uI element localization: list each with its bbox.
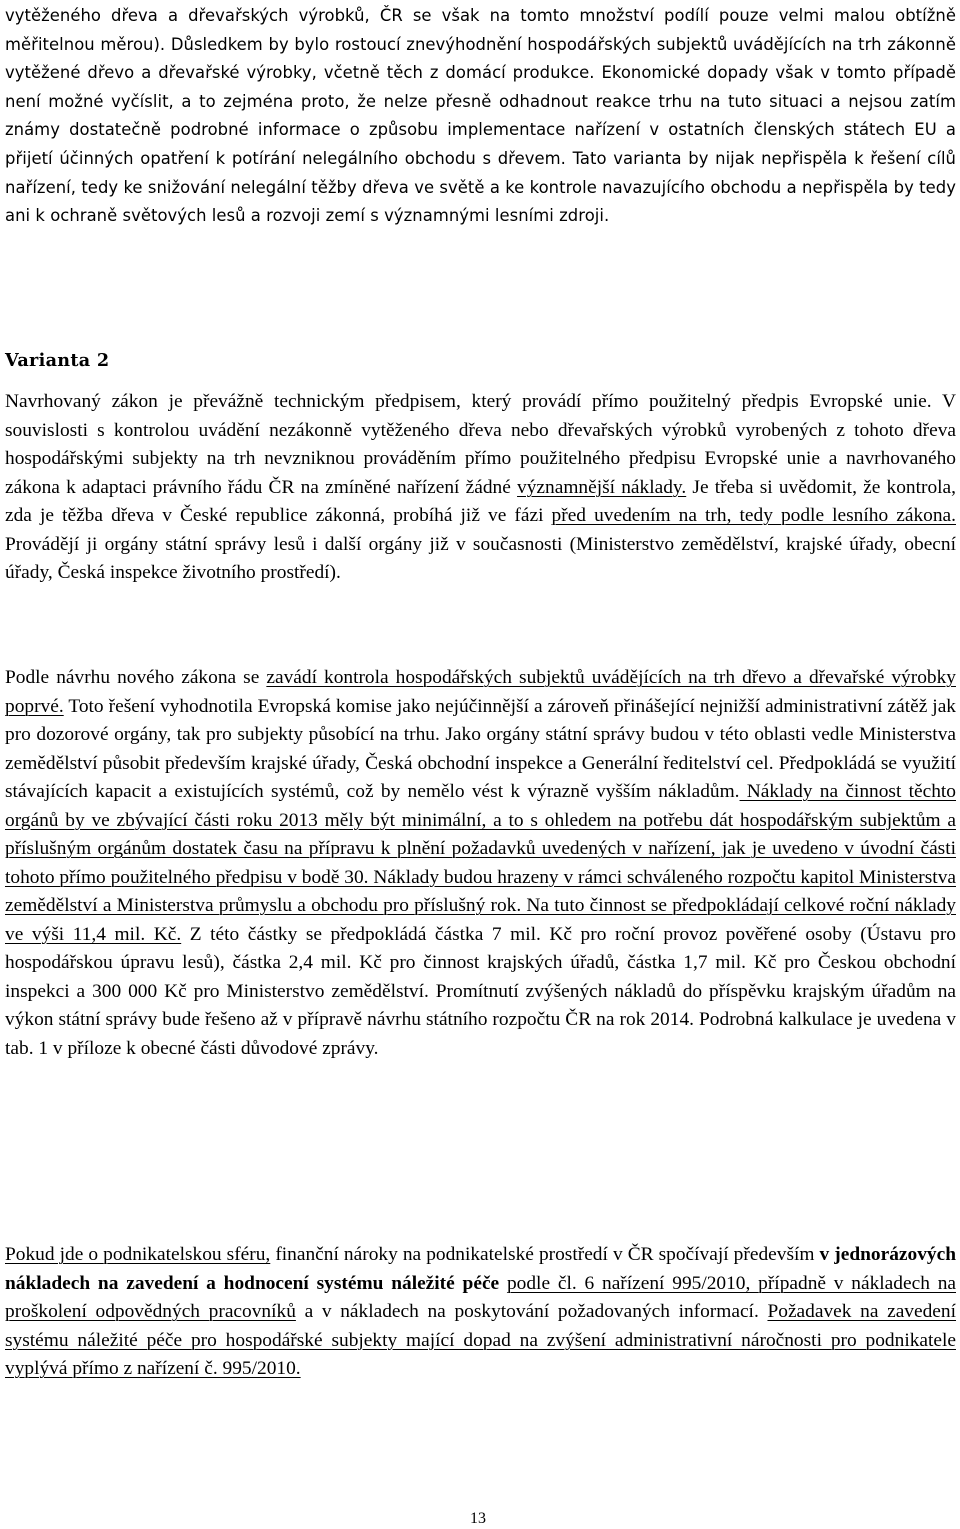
underlined-segment: Požadavek na zavedení systému náležité péče pro hospodářské subjekty mající dopad na zvýšení administrativní náročnosti pro podnikatele vyplývá přímo z nařízení č. 995/2010. [5, 1301, 956, 1379]
text-segment: Podle návrhu nového zákona se [5, 667, 267, 688]
text-segment: Z této částky se předpokládá částka 7 mil. Kč pro roční provoz pověřené osoby (Ústavu pro hospodářskou úpravu lesů), částka 2,4 mil. Kč pro činnost krajských úřadů, částka 1,7 mil. Kč pro Českou obchodní inspekci a 300 000 Kč pro Ministerstvo zemědělství. Promítnutí zvýšených nákladů do příspěvku krajským úřadům na výkon státní správy bude řešeno až v přípravě návrhu státního rozpočtu ČR na rok 2014. Podrobná kalkulace je uvedena v tab. 1 v příloze k obecné části důvodové zprávy. [5, 923, 956, 1059]
text-segment: Je třeba si uvědomit, že kontrola, zda je těžba dřeva v České republice zákonná, probíhá již ve fázi [5, 476, 956, 526]
section-heading-varianta-2: Varianta 2 [5, 350, 110, 371]
text-segment: a v nákladech na poskytování požadovaných informací. [295, 1301, 768, 1322]
text-segment: Navrhovaný zákon je převážně technickým předpisem, který provádí přímo použitelný předpis Evropské unie. V souvislosti s kontrolou uvádění nezákonně vytěženého dřeva nebo dřevařských výrobků vyrobených z tohoto dřeva hospodářskými subjekty na trh nevzniknou prováděním přímo použitelného předpisu Evropské unie a navrhovaného zákona k adaptaci právního řádu ČR na zmíněné nařízení žádné [5, 391, 956, 498]
paragraph-new-law-costs [5, 664, 956, 1063]
text-segment: Provádějí ji orgány státní správy lesů i další orgány již v současnosti (Ministerstvo zemědělství, krajské úřady, obecní úřady, Česká inspekce životního prostředí). [5, 533, 956, 583]
underlined-segment: před uvedením na trh, tedy podle lesního zákona. [551, 505, 956, 526]
text-segment: finanční nároky na podnikatelské prostředí v ČR spočívají především [270, 1244, 820, 1265]
text-segment: Toto řešení vyhodnotila Evropská komise jako nejúčinnější a zároveň přinášející nejnižší administrativní zátěž jak pro dozorové orgány, tak pro subjekty působící na trhu. Jako orgány státní správy budou v této oblasti vedle Ministerstva zemědělství působit především krajské úřady, Česká obchodní inspekce a Generální ředitelství cel. Předpokládá se využití stávajících kapacit a existujících systémů, což by nemělo vést k výrazně vyšším nákladům. [5, 695, 956, 802]
text-segment [499, 1273, 507, 1294]
underlined-segment: podle čl. 6 nařízení 995/2010, případně v nákladech na proškolení odpovědných pracovníků [5, 1272, 956, 1322]
underlined-segment: zavádí kontrola hospodářských subjektů uvádějících na trh dřevo a dřevařské výrobky poprvé. [5, 667, 956, 717]
underlined-segment: Pokud jde o podnikatelskou sféru, [5, 1244, 271, 1265]
bold-segment: v jednorázových nákladech na zavedení a hodnocení systému náležité péče [5, 1244, 956, 1294]
paragraph-business-sphere [5, 1241, 956, 1384]
paragraph-variant2-text [5, 388, 956, 588]
underlined-segment: významnější náklady. [517, 476, 687, 498]
underlined-segment: Náklady na činnost těchto orgánů by ve zbývající části roku 2013 měly být minimální, a to s ohledem na potřebu dát hospodářským subjektům a příslušným orgánům dostatek času na přípravu k plnění požadavků uvedených v nařízení, jak je uvedeno v úvodní části tohoto přímo použitelného předpisu v bodě 30. Náklady budou hrazeny v rámci schváleného rozpočtu kapitol Ministerstva zemědělství a Ministerstva průmyslu a obchodu pro příslušný rok. Na tuto činnost se předpokládají celkové roční náklady ve výši 11,4 mil. Kč. [5, 781, 956, 945]
paragraph-variant1-text: vytěženého dřeva a dřevařských výrobků, ČR se však na tomto množství podílí pouze velmi malou obtížně měřitelnou měrou). Důsledkem by bylo rostoucí znevýhodnění hospodářských subjektů uvádějících na trh zákonně vytěžené dřevo a dřevařské výrobky, včetně těch z domácí produkce. Ekonomické dopady však v tomto případě není možné vyčíslit, a to zejména proto, že nelze přesně odhadnout reakce trhu na tuto situaci a nejsou zatím známy dostatečně podrobné informace o způsobu implementace nařízení v ostatních členských státech EU a přijetí účinných opatření k potírání nelegálního obchodu s dřevem. Tato varianta by nijak nepřispěla k řešení cílů nařízení, tedy ke snižování nelegální těžby dřeva ve světě a ke kontrole navazujícího obchodu a nepřispěla by tedy ani k ochraně světových lesů a rozvoji zemí s významnými lesními zdroji. [5, 6, 956, 226]
page-number: 13 [470, 1510, 486, 1527]
